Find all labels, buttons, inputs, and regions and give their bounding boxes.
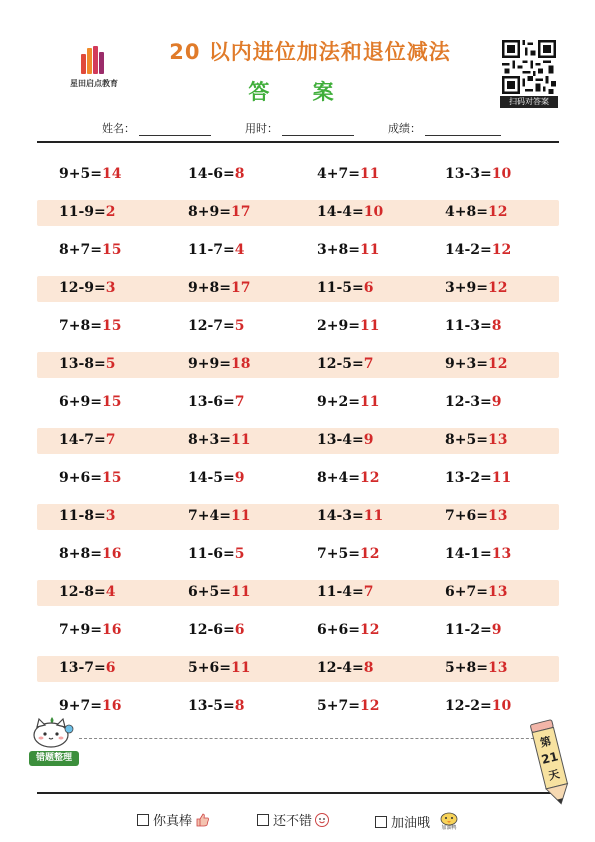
problem-answer: 15 [101,470,122,486]
problem-cell [59,508,116,524]
problem-row [37,233,559,271]
problem-question: 14-3= [317,508,364,524]
problem-question: 11-6= [188,546,235,562]
problem-row [37,309,559,347]
problem-question: 13-7= [59,660,106,676]
problem-answer: 9 [234,470,245,486]
problem-question: 14-7= [59,432,106,448]
problem-answer: 3 [105,280,116,296]
problem-answer: 15 [101,242,122,258]
problem-cell [59,584,116,600]
problem-cell [445,204,507,220]
problem-question: 7+6= [445,508,488,524]
problem-question: 8+7= [59,242,102,258]
problem-cell [188,470,245,486]
problem-cell [317,242,379,258]
brand-logo [62,46,126,89]
problem-question: 11-9= [59,204,106,220]
problem-question: 12-7= [188,318,235,334]
name-blank[interactable] [139,125,211,136]
problem-cell [317,204,383,220]
problem-answer: 18 [230,356,251,372]
problem-question: 8+5= [445,432,488,448]
problem-row [37,347,559,385]
problem-cell [188,394,245,410]
problem-answer: 17 [230,280,251,296]
problem-answer: 13 [487,584,508,600]
problem-question: 14-2= [445,242,492,258]
option-good[interactable] [257,810,330,829]
day-pencil-icon [528,717,574,809]
day-label-part3: 天 [547,767,561,783]
self-assessment-row [0,810,595,830]
problem-cell [59,166,121,182]
problem-cell [59,204,116,220]
problem-cell [317,546,379,562]
problem-answer: 11 [230,584,251,600]
time-field[interactable] [245,120,354,136]
problem-cell [317,660,374,676]
problem-cell [59,622,121,638]
problem-row [37,423,559,461]
score-label: 成绩： [388,122,421,135]
problem-cell [188,318,245,334]
problem-question: 5+7= [317,698,360,714]
checkbox-keep-going[interactable] [375,816,387,828]
dashed-divider [79,738,554,739]
problem-question: 8+4= [317,470,360,486]
problem-question: 9+9= [188,356,231,372]
problem-row [37,461,559,499]
problem-cell [317,470,379,486]
problem-answer: 10 [491,698,512,714]
problem-question: 12-9= [59,280,106,296]
problem-question: 13-6= [188,394,235,410]
problem-cell [188,280,250,296]
problem-question: 7+9= [59,622,102,638]
problem-answer: 11 [359,166,380,182]
page-subtitle: 答 案 [248,80,352,104]
problem-answer: 6 [363,280,374,296]
option-keep-going[interactable] [375,810,466,831]
problem-answer: 12 [491,242,512,258]
problem-cell [445,508,507,524]
problem-answer: 11 [359,394,380,410]
problem-cell [188,242,245,258]
problem-answer: 3 [105,508,116,524]
option-keep-going-label: 加油哦 [391,816,431,831]
duck-sticker-text: 加油鸭 [441,825,457,830]
day-label-part1: 第 [538,734,553,750]
problem-row [37,271,559,309]
problem-question: 14-5= [188,470,235,486]
problem-answer: 7 [105,432,116,448]
problem-row [37,157,559,195]
problem-question: 8+9= [188,204,231,220]
problem-cell [317,356,374,372]
problem-question: 11-8= [59,508,106,524]
problem-question: 6+9= [59,394,102,410]
problem-cell [317,166,379,182]
problem-question: 7+5= [317,546,360,562]
problem-question: 11-7= [188,242,235,258]
problem-row [37,499,559,537]
problem-question: 13-8= [59,356,106,372]
cat-mascot-icon [29,715,75,749]
problem-cell [59,660,116,676]
problem-cell [59,318,121,334]
problem-question: 8+8= [59,546,102,562]
mistakes-bottom-rule [37,792,559,794]
problem-cell [59,698,121,714]
problem-cell [445,622,502,638]
problem-question: 13-3= [445,166,492,182]
problem-question: 4+8= [445,204,488,220]
problem-answer: 16 [101,698,122,714]
logo-text: 星田启点教育 [70,78,118,88]
problem-cell [188,204,250,220]
problem-cell [445,470,511,486]
problem-cell [317,584,374,600]
problem-cell [317,432,374,448]
header-divider [37,141,559,143]
problem-question: 13-2= [445,470,492,486]
problem-cell [59,242,121,258]
problem-answer: 11 [230,508,251,524]
problem-answer: 13 [487,660,508,676]
problem-question: 11-5= [317,280,364,296]
problem-cell [59,432,116,448]
problem-question: 13-5= [188,698,235,714]
problem-answer: 11 [230,660,251,676]
problem-cell [59,470,121,486]
problem-question: 11-4= [317,584,364,600]
problem-answer: 2 [105,204,116,220]
problem-answer: 7 [363,584,374,600]
problem-cell [445,660,507,676]
problem-answer: 5 [234,318,245,334]
problem-answer: 12 [359,698,380,714]
problem-question: 3+9= [445,280,488,296]
problem-question: 9+3= [445,356,488,372]
problem-question: 9+6= [59,470,102,486]
problem-answer: 8 [234,698,245,714]
problem-question: 5+6= [188,660,231,676]
problem-answer: 5 [105,356,116,372]
problem-answer: 13 [491,546,512,562]
problem-answer: 6 [105,660,116,676]
problem-answer: 5 [234,546,245,562]
problem-cell [317,318,379,334]
problem-cell [445,432,507,448]
problem-cell [445,698,511,714]
problem-answer: 12 [487,204,508,220]
qr-code-icon[interactable] [502,40,556,94]
problem-answer: 7 [234,394,245,410]
score-field[interactable] [388,120,501,136]
problem-answer: 9 [491,622,502,638]
problem-cell [445,242,511,258]
problem-answer: 11 [363,508,384,524]
problem-answer: 13 [487,432,508,448]
problem-question: 12-4= [317,660,364,676]
problem-answer: 15 [101,394,122,410]
problem-cell [188,508,250,524]
problem-cell [445,546,511,562]
problem-row [37,651,559,689]
problem-answer: 4 [234,242,245,258]
problem-question: 9+2= [317,394,360,410]
problem-answer: 12 [359,470,380,486]
problem-question: 3+8= [317,242,360,258]
day-label-part2: 21 [539,749,560,767]
time-blank[interactable] [282,125,354,136]
problem-answer: 9 [363,432,374,448]
problem-question: 7+8= [59,318,102,334]
problem-cell [188,660,250,676]
problem-cell [59,356,116,372]
problem-cell [317,622,379,638]
problem-answer: 12 [487,356,508,372]
problem-question: 9+8= [188,280,231,296]
thumbs-up-icon [194,812,210,828]
problem-cell [445,584,507,600]
problem-cell [317,508,383,524]
option-good-label: 还不错 [273,814,313,829]
problem-question: 8+3= [188,432,231,448]
mistakes-label: 错题整理 [29,751,79,766]
problem-answer: 4 [105,584,116,600]
problem-answer: 7 [363,356,374,372]
problem-answer: 17 [230,204,251,220]
problem-row [37,537,559,575]
problem-question: 12-6= [188,622,235,638]
qr-caption: 扫码对答案 [500,96,558,108]
problem-cell [59,280,116,296]
problem-question: 14-6= [188,166,235,182]
problem-cell [188,584,250,600]
problem-cell [188,622,245,638]
problem-answer: 8 [234,166,245,182]
name-label: 姓名： [102,122,135,135]
logo-mark-icon [81,46,107,74]
problem-cell [445,356,507,372]
problem-question: 11-2= [445,622,492,638]
problem-cell [188,698,245,714]
problem-answer: 6 [234,622,245,638]
score-blank[interactable] [425,125,501,136]
problem-answer: 16 [101,622,122,638]
problem-question: 9+7= [59,698,102,714]
problem-cell [445,318,502,334]
problem-question: 12-5= [317,356,364,372]
problem-answer: 8 [491,318,502,334]
problem-question: 12-8= [59,584,106,600]
problem-answer: 8 [363,660,374,676]
problem-answer: 12 [359,546,380,562]
problem-cell [445,280,507,296]
problem-answer: 11 [230,432,251,448]
mistakes-section [37,737,559,793]
student-info-row [0,118,595,138]
option-great-label: 你真棒 [153,814,193,829]
problem-row [37,613,559,651]
problem-cell [445,394,502,410]
smiley-icon [314,812,330,828]
problem-question: 13-4= [317,432,364,448]
problem-question: 12-2= [445,698,492,714]
checkbox-great[interactable] [137,814,149,826]
problem-question: 7+4= [188,508,231,524]
problem-answer: 9 [491,394,502,410]
problem-answer: 15 [101,318,122,334]
name-field[interactable] [102,120,211,136]
problem-question: 12-3= [445,394,492,410]
problem-question: 9+5= [59,166,102,182]
problem-question: 6+6= [317,622,360,638]
problem-answer: 10 [491,166,512,182]
problem-row [37,385,559,423]
problem-cell [188,432,250,448]
problem-cell [445,166,511,182]
problem-answer: 12 [487,280,508,296]
problem-question: 11-3= [445,318,492,334]
problem-question: 6+7= [445,584,488,600]
option-great[interactable] [137,810,210,829]
problem-answer: 13 [487,508,508,524]
problem-cell [188,546,245,562]
page-title: 20 以内进位加法和退位减法 [169,40,451,64]
problem-row [37,575,559,613]
problem-answer: 11 [359,242,380,258]
problem-question: 14-4= [317,204,364,220]
problem-cell [317,280,374,296]
problem-answer: 10 [363,204,384,220]
time-label: 用时： [245,122,278,135]
problem-question: 4+7= [317,166,360,182]
problem-cell [59,546,121,562]
duck-cheer-icon [432,810,466,830]
problem-answer: 16 [101,546,122,562]
problem-cell [188,166,245,182]
problem-cell [317,394,379,410]
problem-cell [317,698,379,714]
problem-question: 5+8= [445,660,488,676]
problem-question: 2+9= [317,318,360,334]
checkbox-good[interactable] [257,814,269,826]
problem-cell [188,356,250,372]
problem-answer: 11 [359,318,380,334]
problem-grid [37,157,559,727]
problem-answer: 11 [491,470,512,486]
problem-answer: 12 [359,622,380,638]
problem-question: 14-1= [445,546,492,562]
problem-cell [59,394,121,410]
problem-row [37,689,559,727]
problem-question: 6+5= [188,584,231,600]
problem-answer: 14 [101,166,122,182]
problem-row [37,195,559,233]
